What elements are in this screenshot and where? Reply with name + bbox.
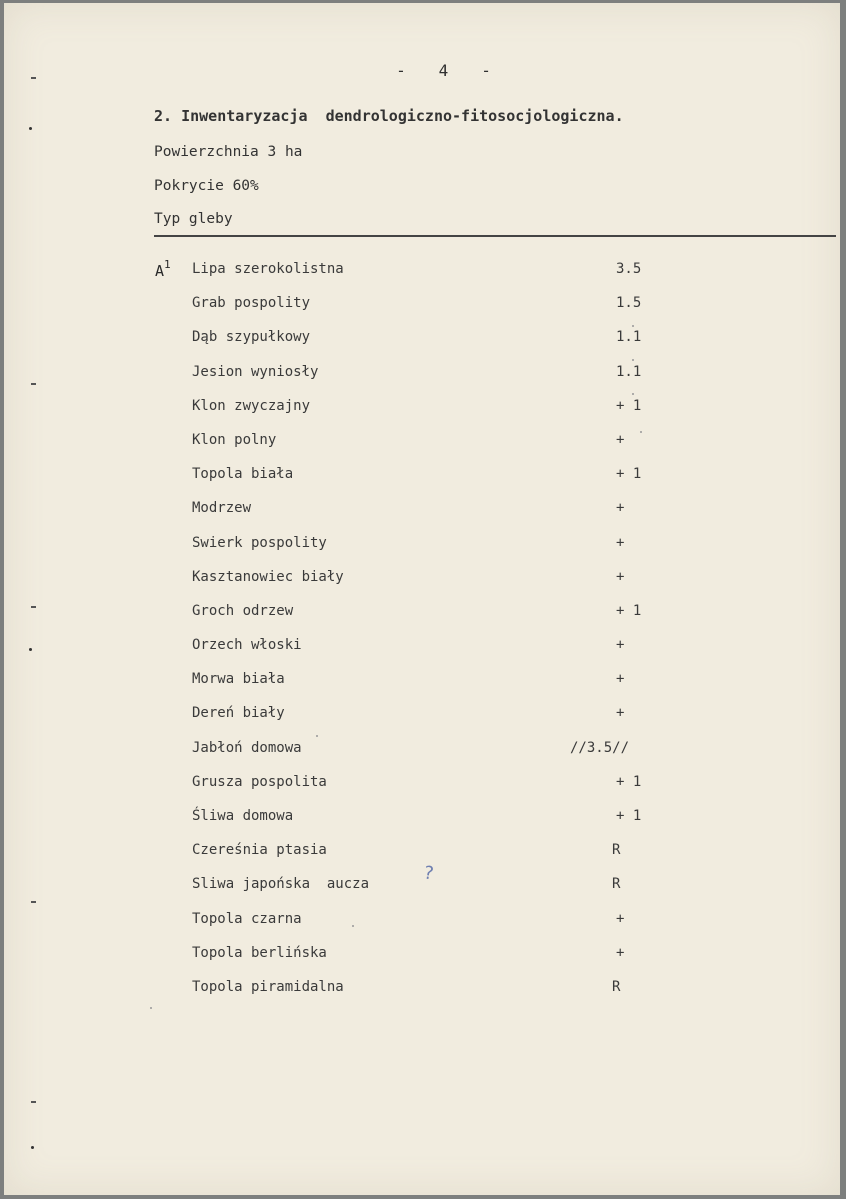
species-name: Śliwa domowa <box>192 808 294 824</box>
species-name: Topola czarna <box>192 910 302 927</box>
species-value: R <box>612 978 621 995</box>
margin-dot <box>29 648 32 651</box>
species-row <box>192 911 672 945</box>
species-value: + <box>616 944 625 961</box>
species-value: 1.1 <box>616 363 642 380</box>
page-number: - 4 - <box>396 61 492 80</box>
species-name: Topola biała <box>192 466 294 483</box>
species-name: Topola piramidalna <box>192 978 344 995</box>
paper-speck <box>150 1007 152 1009</box>
margin-tick <box>31 1101 36 1103</box>
species-name: Jabłoń domowa <box>192 739 302 756</box>
species-value: 3.5 <box>616 261 642 277</box>
species-row <box>192 398 672 432</box>
species-row <box>192 979 672 1013</box>
species-value: R <box>612 876 621 893</box>
species-name: Sliwa japońska aucza <box>192 876 370 893</box>
species-name: Swierk pospolity <box>192 534 327 551</box>
species-row <box>192 364 672 398</box>
species-row <box>192 637 672 671</box>
margin-dot <box>31 1146 34 1149</box>
species-value: + <box>616 500 625 517</box>
species-value: + 1 <box>616 397 642 414</box>
paper-speck <box>352 925 354 927</box>
species-name: Dąb szypułkowy <box>192 329 311 346</box>
species-value: + 1 <box>616 808 642 824</box>
species-value: + <box>616 705 625 722</box>
species-value: + <box>616 910 625 927</box>
species-name: Jesion wyniosły <box>192 363 319 380</box>
species-value: 1.5 <box>616 295 642 312</box>
species-name: Kasztanowiec biały <box>192 568 344 585</box>
soil-type-line: Typ gleby <box>154 211 233 227</box>
species-name: Klon polny <box>192 431 277 448</box>
species-name: Grusza pospolita <box>192 773 327 790</box>
paper-speck <box>632 325 634 327</box>
species-name: Czereśnia ptasia <box>192 842 327 859</box>
layer-letter: A <box>155 262 165 280</box>
species-value: + <box>616 534 625 551</box>
margin-dot <box>29 127 32 130</box>
species-value: + 1 <box>616 466 642 483</box>
area-line: Powierzchnia 3 ha <box>154 144 303 160</box>
species-name: Topola berlińska <box>192 944 327 961</box>
paper-speck <box>632 359 634 361</box>
species-name: Groch odrzew <box>192 602 294 619</box>
layer-superscript: 1 <box>164 258 171 271</box>
species-row <box>192 569 672 603</box>
species-row <box>192 945 672 979</box>
species-row <box>192 705 672 739</box>
species-name: Morwa biała <box>192 671 285 688</box>
species-value: //3.5// <box>570 739 630 756</box>
species-row <box>192 329 672 363</box>
species-value: R <box>612 842 621 859</box>
species-name: Klon zwyczajny <box>192 397 311 414</box>
margin-tick <box>31 77 36 79</box>
species-value: 1.1 <box>616 329 642 346</box>
species-row <box>192 432 672 466</box>
divider-rule <box>154 235 836 237</box>
species-row <box>192 671 672 705</box>
margin-tick <box>31 606 36 608</box>
species-value: + <box>616 671 625 688</box>
species-name: Modrzew <box>192 500 252 517</box>
paper-speck <box>640 431 642 433</box>
paper-speck <box>316 735 318 737</box>
species-value: + <box>616 568 625 585</box>
cover-line: Pokrycie 60% <box>154 178 259 194</box>
species-value: + 1 <box>616 602 642 619</box>
document-page <box>4 3 840 1195</box>
species-value: + <box>616 431 625 448</box>
margin-tick <box>31 383 36 385</box>
species-list <box>192 261 672 1013</box>
species-row <box>192 535 672 569</box>
paper-speck <box>632 393 634 395</box>
section-heading: 2. Inwentaryzacja dendrologiczno-fitosocjologiczna. <box>154 107 624 125</box>
species-row <box>192 808 672 842</box>
species-name: Lipa szerokolistna <box>192 261 344 277</box>
handwritten-question-mark: ? <box>422 862 435 885</box>
species-row <box>192 261 672 295</box>
species-row <box>192 466 672 500</box>
margin-tick <box>31 901 36 903</box>
species-name: Orzech włoski <box>192 637 302 654</box>
species-name: Dereń biały <box>192 705 285 722</box>
species-name: Grab pospolity <box>192 295 311 312</box>
species-row <box>192 500 672 534</box>
species-row <box>192 295 672 329</box>
species-row <box>192 774 672 808</box>
species-row <box>192 740 672 774</box>
species-value: + <box>616 637 625 654</box>
species-value: + 1 <box>616 773 642 790</box>
species-row <box>192 603 672 637</box>
layer-label <box>155 260 171 280</box>
